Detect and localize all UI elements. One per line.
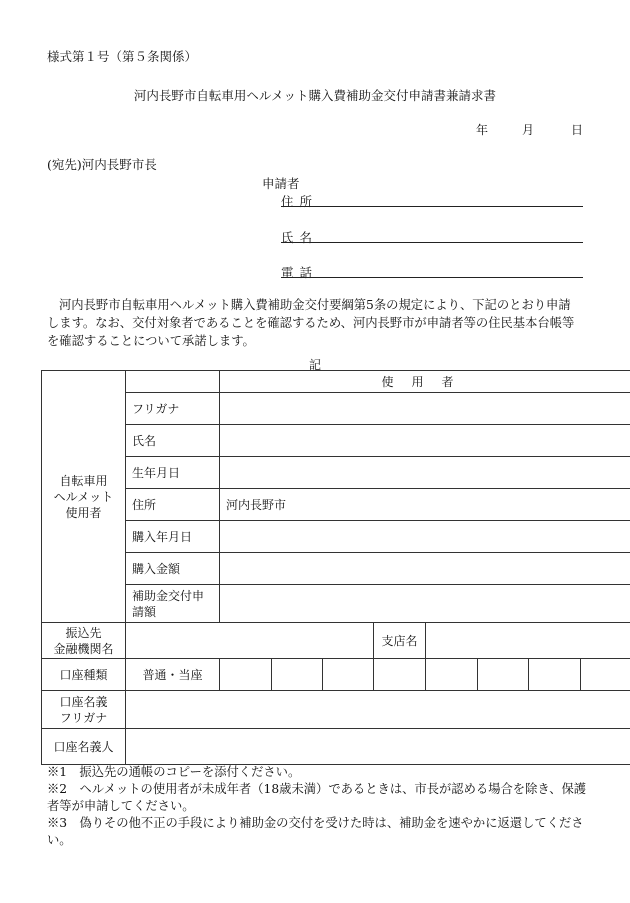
name-line[interactable]: [281, 242, 583, 243]
address-field[interactable]: 河内長野市: [220, 489, 630, 521]
account-number-digit[interactable]: [323, 659, 374, 691]
grant-amount-field[interactable]: [220, 585, 630, 623]
note-2: ※2 ヘルメットの使用者が未成年者（18歳未満）であるときは、市長が認める場合を除き、保護: [47, 782, 587, 796]
name-field[interactable]: [220, 425, 630, 457]
address-line[interactable]: [281, 206, 583, 207]
note-2-cont: 者等が申請してください。: [47, 799, 195, 813]
form-number: 様式第１号（第５条関係）: [47, 49, 198, 64]
furigana-label: フリガナ: [126, 393, 220, 425]
purchase-amount-field[interactable]: [220, 553, 630, 585]
declaration-line: します。なお、交付対象者であることを確認するため、河内長野市が申請者等の住民基本台帳等: [47, 316, 575, 330]
birthdate-field[interactable]: [220, 457, 630, 489]
account-number-digit[interactable]: [220, 659, 272, 691]
purchase-amount-label: 購入金額: [126, 553, 220, 585]
notes: [47, 764, 592, 849]
note-1: ※1 振込先の通帳のコピーを添付ください。: [47, 765, 301, 779]
holder-label: 口座名義人: [42, 729, 126, 765]
account-type-value[interactable]: 普通・当座: [126, 659, 220, 691]
holder-field[interactable]: [126, 729, 630, 765]
phone-line[interactable]: [281, 277, 583, 278]
bank-name-field[interactable]: [126, 623, 374, 659]
note-3-cont: い。: [47, 833, 72, 847]
application-table: [41, 370, 630, 765]
grant-amount-label: 補助金交付申 請額: [126, 585, 220, 623]
declaration-text: [47, 296, 587, 350]
applicant-label: 申請者: [262, 176, 300, 191]
name-row-label: 氏名: [126, 425, 220, 457]
purchase-date-label: 購入年月日: [126, 521, 220, 553]
name-label: 氏名: [281, 230, 319, 245]
account-number-digit[interactable]: [272, 659, 323, 691]
date-day-label: 日: [571, 123, 584, 137]
account-number-digit[interactable]: [426, 659, 478, 691]
address-label: 住所: [281, 194, 319, 209]
helmet-user-group-label: 自転車用 ヘルメット 使用者: [42, 371, 126, 623]
addressee: (宛先)河内長野市長: [47, 157, 157, 172]
document-title: 河内長野市自転車用ヘルメット購入費補助金交付申請書兼請求書: [133, 88, 497, 103]
account-number-digit[interactable]: [581, 659, 630, 691]
note-3: ※3 偽りその他不正の手段により補助金の交付を受けた時は、補助金を速やかに返還してくださ: [47, 816, 584, 830]
account-type-label: 口座種類: [42, 659, 126, 691]
user-column-header: 使用者: [220, 371, 630, 393]
account-number-digit[interactable]: [529, 659, 581, 691]
holder-kana-field[interactable]: [126, 691, 630, 729]
branch-label: 支店名: [374, 623, 426, 659]
birthdate-label: 生年月日: [126, 457, 220, 489]
phone-label: 電話: [281, 265, 319, 280]
branch-field[interactable]: [426, 623, 630, 659]
date-month-label: 月: [522, 123, 535, 137]
ki-heading: 記: [308, 358, 321, 372]
account-number-digit[interactable]: [478, 659, 529, 691]
account-number-digit[interactable]: [374, 659, 426, 691]
bank-name-label: 振込先 金融機関名: [42, 623, 126, 659]
date-year-label: 年: [476, 123, 489, 137]
declaration-line: 河内長野市自転車用ヘルメット購入費補助金交付要綱第5条の規定により、下記のとおり申請: [59, 298, 571, 312]
holder-kana-label: 口座名義 フリガナ: [42, 691, 126, 729]
declaration-line: を確認することについて承諾します。: [47, 334, 255, 348]
furigana-field[interactable]: [220, 393, 630, 425]
address-row-label: 住所: [126, 489, 220, 521]
purchase-date-field[interactable]: [220, 521, 630, 553]
